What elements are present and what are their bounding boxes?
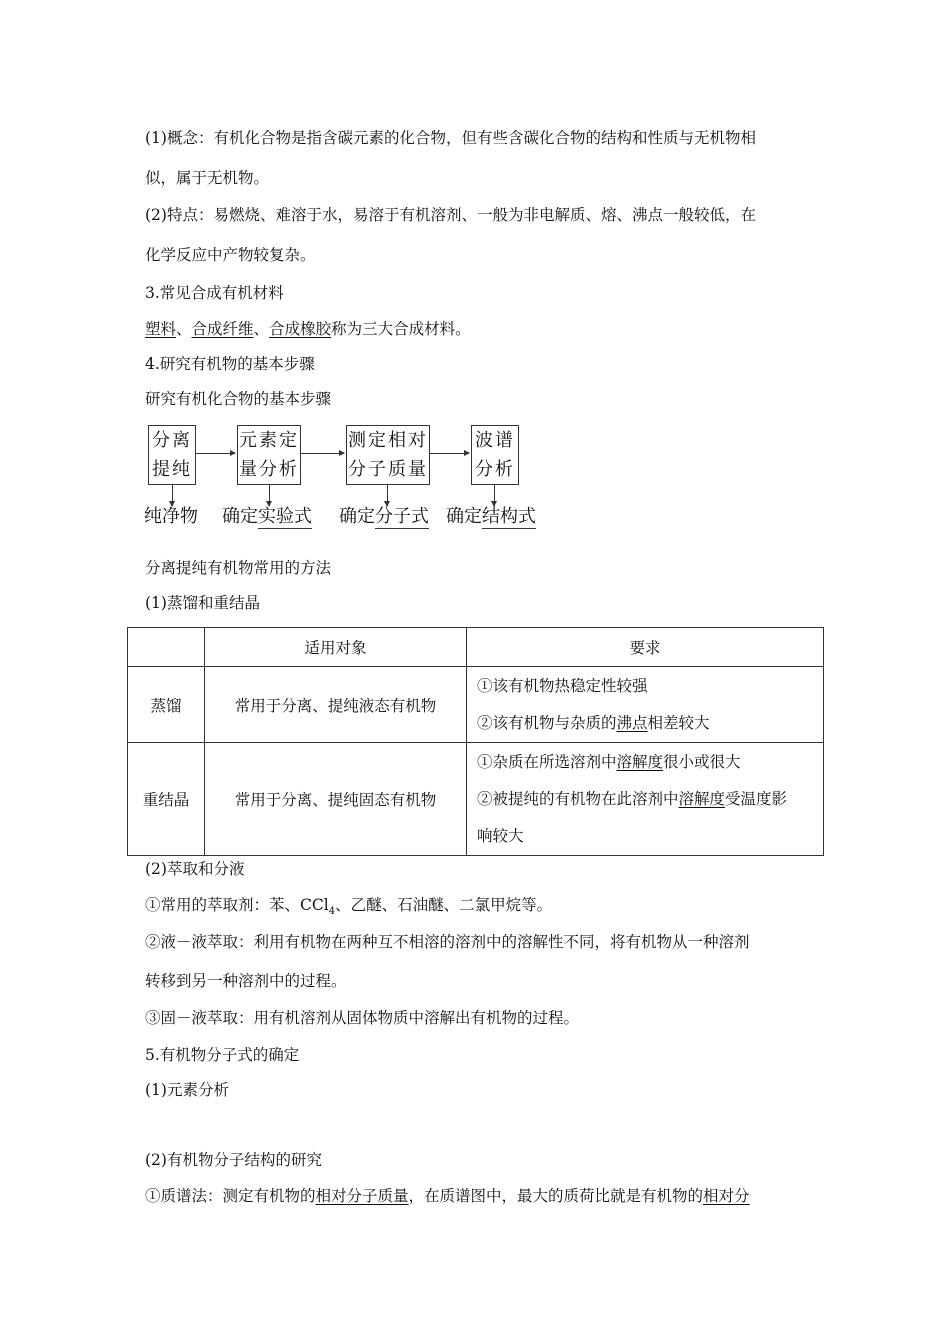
synthetic-materials-line [145, 319, 471, 339]
text-fragment: ②该有机物与杂质的 [477, 714, 617, 732]
table-cell-object: 常用于分离、提纯液态有机物 [205, 667, 467, 743]
underlined-term: 合成橡胶 [269, 320, 332, 338]
table-cell-requirements [467, 667, 824, 743]
flow-result-pure [144, 502, 198, 528]
liquid-extraction-line-1: ②液－液萃取：利用有机物在两种互不相溶的溶剂中的溶解性不同，将有机物从一种溶剂 [145, 933, 750, 951]
flow-box-separation [148, 425, 196, 485]
flow-result-structural [446, 502, 536, 528]
text-fragment: ①质谱法：测定有机物的 [145, 1187, 316, 1205]
flow-result-underlined: 分子式 [375, 506, 429, 527]
structure-research-heading: (2)有机物分子结构的研究 [145, 1151, 322, 1169]
underlined-term: 相对分 [703, 1187, 750, 1205]
right-arrow-icon [300, 453, 344, 454]
table-cell-requirements [467, 743, 824, 856]
right-arrow-icon [429, 453, 469, 454]
subscript: 4 [328, 906, 336, 918]
flow-box-spectral-analysis [471, 425, 519, 485]
flow-result-underlined: 结构式 [482, 506, 536, 527]
table-row [128, 667, 824, 743]
flow-result-text: 确定 [222, 506, 258, 527]
flow-box-elemental-analysis [237, 425, 301, 485]
underlined-term: 相对分子质量 [315, 1187, 409, 1205]
flow-box-text: 测定相对 [348, 430, 428, 451]
table-header-row [128, 628, 824, 667]
flow-result-text: 确定 [339, 506, 375, 527]
table-cell-object: 常用于分离、提纯固态有机物 [205, 743, 467, 856]
underlined-term: 合成纤维 [191, 320, 254, 338]
separation-methods-heading: 分离提纯有机物常用的方法 [145, 559, 332, 577]
table-row [128, 743, 824, 856]
text-fragment: ①杂质在所选溶剂中 [477, 753, 617, 771]
extraction-heading: (2)萃取和分液 [145, 860, 245, 878]
text-fragment: 称为三大合成材料。 [331, 320, 471, 338]
flow-box-text: 分离 [152, 430, 192, 451]
underlined-term: 溶解度 [678, 790, 726, 808]
flow-result-empirical [222, 502, 312, 528]
flow-box-text: 波谱 [475, 430, 515, 451]
table-cell-name: 蒸馏 [128, 667, 205, 743]
requirement-line [468, 752, 822, 772]
distillation-heading: (1)蒸馏和重结晶 [145, 594, 260, 612]
underlined-term: 沸点 [616, 714, 648, 732]
underlined-term: 溶解度 [616, 753, 664, 771]
flow-result-underlined: 实验式 [258, 506, 312, 527]
text-fragment: 、 [176, 320, 192, 338]
text-fragment: 相差较大 [647, 714, 710, 732]
requirement-line [468, 789, 822, 809]
elemental-analysis-heading: (1)元素分析 [145, 1081, 229, 1099]
flow-box-text: 分析 [475, 459, 515, 480]
text-fragment: ，在质谱图中，最大的质荷比就是有机物的 [408, 1187, 704, 1205]
steps-caption: 研究有机化合物的基本步骤 [145, 390, 332, 408]
flow-box-text: 分子质量 [348, 459, 428, 480]
feature-line-1: (2)特点：易燃烧、难溶于水，易溶于有机溶剂、一般为非电解质、熔、沸点一般较低，在 [145, 206, 756, 224]
requirement-line: 响较大 [477, 827, 524, 845]
mass-spec-line [145, 1186, 750, 1206]
underlined-term: 塑料 [145, 320, 177, 338]
right-arrow-icon [195, 453, 235, 454]
text-fragment: 受温度影 [725, 790, 788, 808]
text-fragment: ②被提纯的有机物在此溶剂中 [477, 790, 679, 808]
text-fragment: 、 [253, 320, 270, 338]
table-header-cell: 要求 [467, 628, 824, 667]
concept-line-2: 似，属于无机物。 [145, 169, 270, 187]
concept-line-1: (1)概念：有机化合物是指含碳元素的化合物，但有些含碳化合物的结构和性质与无机物相 [145, 129, 756, 147]
solid-extraction-line: ③固－液萃取：用有机溶剂从固体物质中溶解出有机物的过程。 [145, 1009, 580, 1027]
text-fragment: 、乙醚、石油醚、二氯甲烷等。 [335, 896, 553, 914]
table-cell-name: 重结晶 [128, 743, 205, 856]
flow-box-text: 元素定 [239, 430, 299, 451]
flow-box-text: 量分析 [239, 459, 299, 480]
flow-box-molecular-mass [346, 425, 430, 485]
feature-line-2: 化学反应中产物较复杂。 [145, 246, 316, 264]
flow-result-text: 纯净物 [144, 506, 198, 527]
requirement-line: ①该有机物热稳定性较强 [477, 677, 648, 695]
liquid-extraction-line-2: 转移到另一种溶剂中的过程。 [145, 972, 347, 990]
text-fragment: ①常用的萃取剂：苯、CCl [145, 896, 329, 914]
table-header-cell: 适用对象 [205, 628, 467, 667]
requirement-line [468, 713, 822, 733]
methods-table [127, 627, 824, 856]
section-heading-4: 4.研究有机物的基本步骤 [145, 355, 315, 373]
table-header-cell [128, 628, 205, 667]
flow-result-molecular [339, 502, 429, 528]
text-fragment: 很小或很大 [663, 753, 741, 771]
section-heading-5: 5.有机物分子式的确定 [145, 1046, 300, 1064]
extractant-line [145, 895, 552, 922]
flow-result-text: 确定 [446, 506, 482, 527]
flow-box-text: 提纯 [152, 459, 192, 480]
section-heading-3: 3.常见合成有机材料 [145, 284, 284, 302]
steps-flowchart [140, 420, 560, 530]
